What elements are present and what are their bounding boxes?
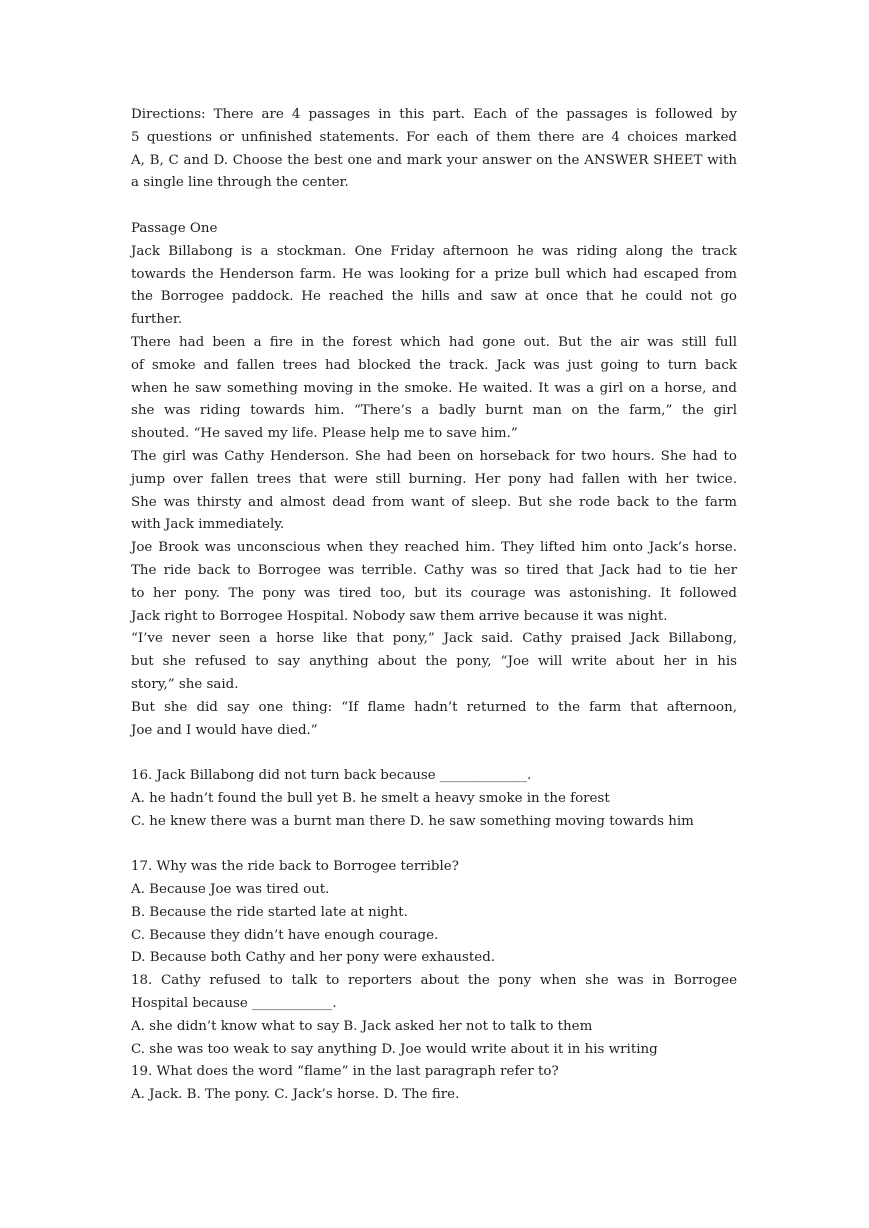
answer-options: C. he knew there was a burnt man there D. he saw something moving towards him: [131, 813, 694, 829]
paragraph-line: Joe and I would have died.”: [131, 722, 318, 738]
paragraph-line: further.: [131, 312, 183, 328]
answer-option: C. Because they didn’t have enough courage.: [131, 927, 439, 943]
directions: [131, 104, 737, 195]
paragraph-line: but she refused to say anything about the pony, “Joe will write about her in his: [131, 654, 737, 670]
question-17: [131, 856, 737, 970]
paragraph-line: But she did say one thing: “If flame hadn’t returned to the farm that afternoon,: [131, 699, 737, 715]
paragraph: [131, 697, 737, 743]
passage: [131, 218, 737, 742]
paragraph-line: There had been a fire in the forest which had gone out. But the air was still full: [131, 334, 737, 350]
question-16: [131, 765, 737, 833]
paragraph-line: of smoke and fallen trees had blocked the track. Jack was just going to turn back: [131, 357, 737, 373]
paragraph-line: the Borrogee paddock. He reached the hills and saw at once that he could not go: [131, 289, 737, 305]
paragraph-line: jump over fallen trees that were still burning. Her pony had fallen with her twice.: [131, 471, 737, 487]
answer-option: A. Because Joe was tired out.: [131, 882, 330, 898]
directions-line: a single line through the center.: [131, 175, 349, 191]
document-page: [131, 104, 737, 1107]
paragraph: [131, 446, 737, 537]
passage-title: Passage One: [131, 220, 218, 236]
answer-option: B. Because the ride started late at night.: [131, 904, 408, 920]
question-stem: 18. Cathy refused to talk to reporters about the pony when she was in Borrogee: [131, 973, 737, 989]
paragraph-line: story,” she said.: [131, 676, 239, 692]
answer-options: A. Jack. B. The pony. C. Jack’s horse. D. The fire.: [131, 1087, 460, 1103]
paragraph-line: She was thirsty and almost dead from want of sleep. But she rode back to the farm: [131, 494, 737, 510]
question-19: [131, 1061, 737, 1107]
paragraph: [131, 241, 737, 332]
paragraph-line: “I’ve never seen a horse like that pony,” Jack said. Cathy praised Jack Billabong,: [131, 631, 737, 647]
paragraph-line: to her pony. The pony was tired too, but its courage was astonishing. It followed: [131, 585, 737, 601]
paragraph: [131, 537, 737, 628]
directions-line: 5 questions or unfinished statements. For each of them there are 4 choices marked: [131, 129, 737, 145]
paragraph-line: towards the Henderson farm. He was looking for a prize bull which had escaped from: [131, 266, 737, 282]
paragraph-line: when he saw something moving in the smoke. He waited. It was a girl on a horse, and: [131, 380, 737, 396]
paragraph-line: shouted. “He saved my life. Please help me to save him.”: [131, 426, 518, 442]
answer-option: D. Because both Cathy and her pony were exhausted.: [131, 950, 496, 966]
question-stem: 16. Jack Billabong did not turn back because _____________.: [131, 768, 532, 784]
directions-line: A, B, C and D. Choose the best one and mark your answer on the ANSWER SHEET with: [131, 152, 737, 168]
question-18: [131, 970, 737, 1061]
paragraph-line: Jack right to Borrogee Hospital. Nobody saw them arrive because it was night.: [131, 608, 668, 624]
directions-line: Directions: There are 4 passages in this part. Each of the passages is followed by: [131, 107, 737, 122]
question-stem: 19. What does the word “flame” in the last paragraph refer to?: [131, 1064, 559, 1080]
paragraph-line: Joe Brook was unconscious when they reached him. They lifted him onto Jack’s horse.: [131, 540, 737, 556]
paragraph-line: with Jack immediately.: [131, 517, 285, 533]
question-stem: 17. Why was the ride back to Borrogee terrible?: [131, 859, 459, 875]
answer-options: A. he hadn’t found the bull yet B. he smelt a heavy smoke in the forest: [131, 790, 610, 806]
paragraph: [131, 332, 737, 446]
paragraph: [131, 628, 737, 696]
paragraph-line: The ride back to Borrogee was terrible. Cathy was so tired that Jack had to tie her: [131, 562, 737, 578]
question-stem: Hospital because ____________.: [131, 996, 337, 1012]
paragraph-line: The girl was Cathy Henderson. She had been on horseback for two hours. She had to: [131, 448, 737, 464]
answer-options: A. she didn’t know what to say B. Jack asked her not to talk to them: [131, 1018, 593, 1034]
paragraph-line: she was riding towards him. “There’s a badly burnt man on the farm,” the girl: [131, 403, 737, 419]
paragraph-line: Jack Billabong is a stockman. One Friday afternoon he was riding along the track: [131, 243, 737, 259]
answer-options: C. she was too weak to say anything D. Joe would write about it in his writing: [131, 1041, 658, 1057]
